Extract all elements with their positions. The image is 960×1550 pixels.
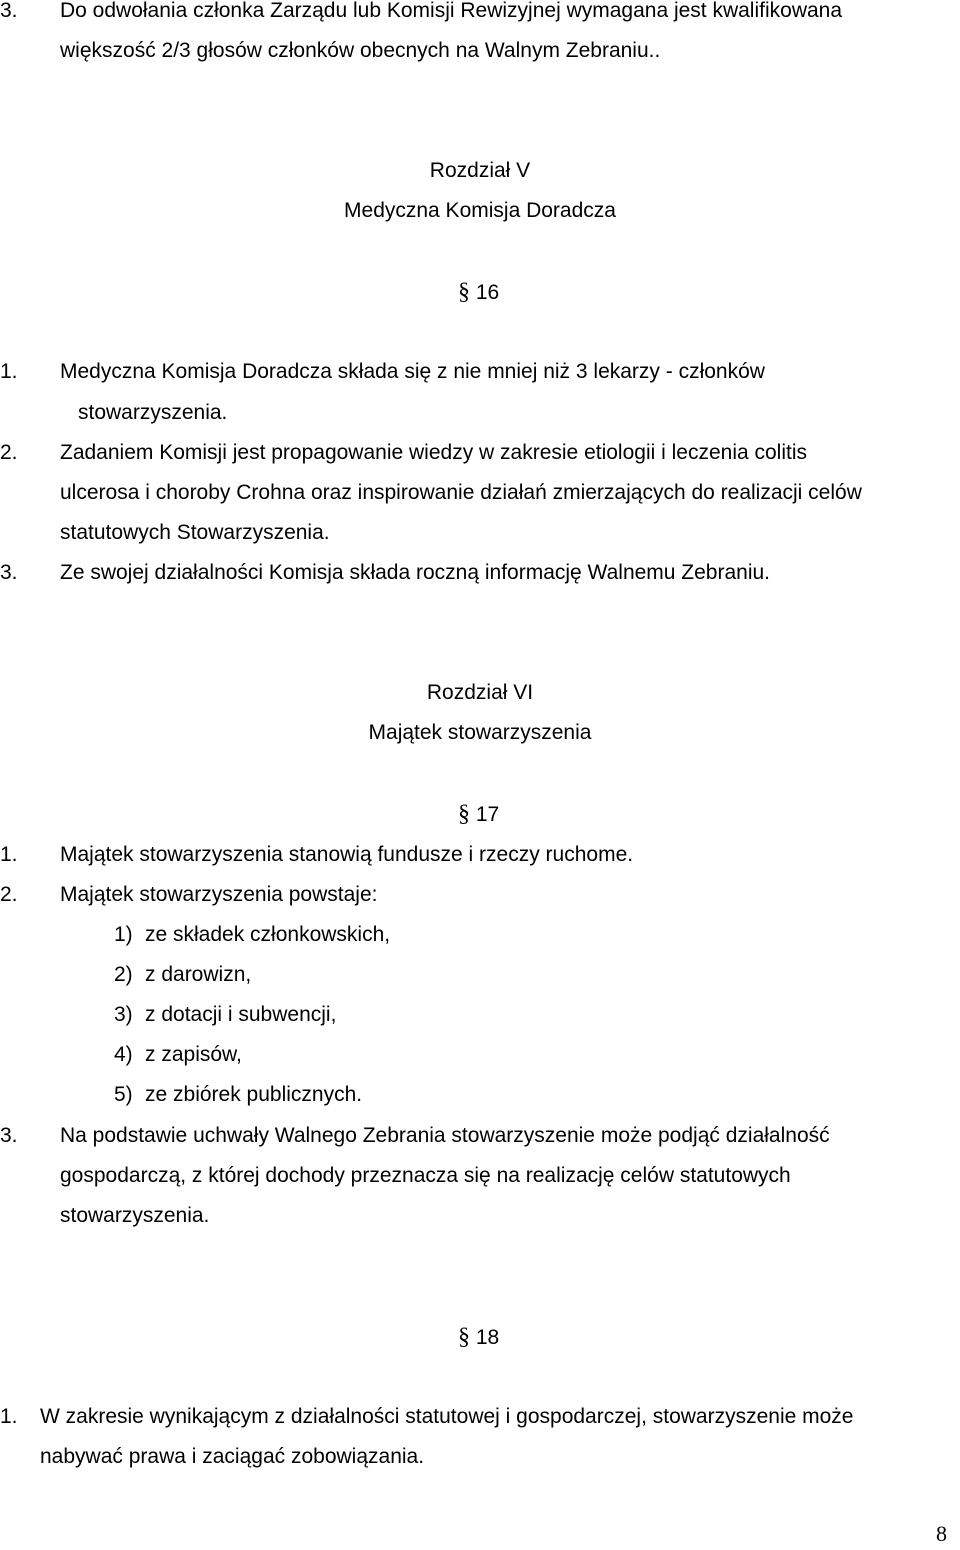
paragraph-line: statutowych Stowarzyszenia.	[60, 521, 330, 544]
list-number: 1.	[0, 843, 18, 866]
paragraph-line: większość 2/3 głosów członków obecnych na Walnym Zebraniu..	[60, 39, 661, 62]
sublist-number: 5)	[114, 1083, 133, 1106]
chapter-title: Medyczna Komisja Doradcza	[344, 199, 616, 222]
list-number: 2.	[0, 883, 18, 906]
chapter-heading: Rozdział V	[429, 159, 531, 182]
paragraph-line: stowarzyszenia.	[60, 1204, 210, 1227]
paragraph-line: Do odwołania członka Zarządu lub Komisji Rewizyjnej wymagana jest kwalifikowana	[60, 0, 843, 22]
section-number: 18	[475, 1326, 500, 1349]
section-heading	[458, 280, 499, 304]
section-heading	[458, 1325, 499, 1349]
paragraph-line: nabywać prawa i zaciągać zobowiązania.	[40, 1445, 425, 1468]
paragraph-line: stowarzyszenia.	[78, 401, 228, 424]
sublist-item: ze składek członkowskich,	[145, 923, 391, 946]
paragraph-line: W zakresie wynikającym z działalności statutowej i gospodarczej, stowarzyszenie może	[40, 1405, 854, 1428]
section-sign: §	[458, 801, 470, 827]
section-sign: §	[458, 1324, 470, 1350]
sublist-item: z dotacji i subwencji,	[145, 1003, 337, 1026]
list-number: 3.	[0, 561, 18, 584]
paragraph-line: Majątek stowarzyszenia stanowią fundusze i rzeczy ruchome.	[60, 843, 634, 866]
paragraph-line: Medyczna Komisja Doradcza składa się z nie mniej niż 3 lekarzy - członków	[60, 360, 765, 383]
sublist-item: ze zbiórek publicznych.	[145, 1083, 363, 1106]
sublist-number: 2)	[114, 963, 133, 986]
list-number: 3.	[0, 1124, 18, 1147]
page-number: 8	[936, 1521, 947, 1546]
paragraph-line: gospodarczą, z której dochody przeznacza się na realizację celów statutowych	[60, 1164, 791, 1187]
sublist-number: 1)	[114, 923, 133, 946]
list-number: 2.	[0, 441, 18, 464]
paragraph-line: ulcerosa i choroby Crohna oraz inspirowanie działań zmierzających do realizacji celów	[60, 481, 862, 504]
sublist-item: z zapisów,	[145, 1043, 242, 1066]
section-number: 17	[475, 803, 500, 826]
section-number: 16	[475, 281, 500, 304]
chapter-title: Majątek stowarzyszenia	[368, 721, 592, 744]
chapter-heading: Rozdział VI	[426, 681, 534, 704]
paragraph-line: Ze swojej działalności Komisja składa roczną informację Walnemu Zebraniu.	[60, 561, 771, 584]
section-heading	[458, 802, 499, 826]
sublist-number: 3)	[114, 1003, 133, 1026]
list-number: 3.	[0, 0, 18, 22]
list-number: 1.	[0, 1405, 18, 1428]
paragraph-line: Na podstawie uchwały Walnego Zebrania stowarzyszenie może podjąć działalność	[60, 1124, 830, 1147]
sublist-item: z darowizn,	[145, 963, 252, 986]
paragraph-line: Zadaniem Komisji jest propagowanie wiedzy w zakresie etiologii i leczenia colitis	[60, 441, 808, 464]
section-sign: §	[458, 279, 470, 305]
sublist-number: 4)	[114, 1043, 133, 1066]
list-number: 1.	[0, 360, 18, 383]
paragraph-line: Majątek stowarzyszenia powstaje:	[60, 883, 378, 906]
